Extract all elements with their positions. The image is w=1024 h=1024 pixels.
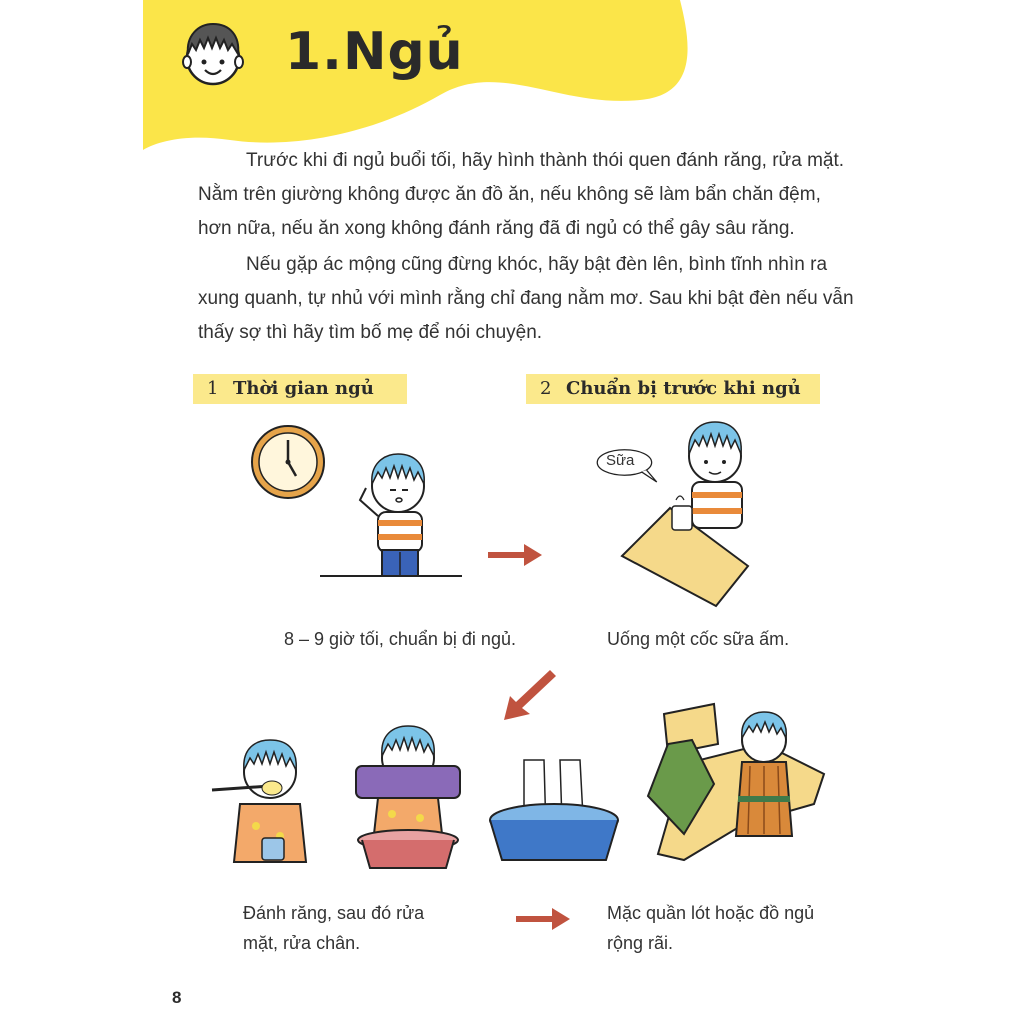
paragraph-2: Nếu gặp ác mộng cũng đừng khóc, hãy bật đèn lên, bình tĩnh nhìn ra xung quanh, tự nhủ với mình rằng chỉ đang nằm mơ. Sau khi bật đèn nếu vẫn thấy sợ thì hãy tìm bố mẹ để nói chuyện. — [198, 254, 854, 343]
header-banner — [0, 0, 1024, 160]
brushing-teeth-illustration — [210, 736, 340, 866]
paragraph-1: Trước khi đi ngủ buổi tối, hãy hình thành thói quen đánh răng, rửa mặt. Nằm trên giường không được ăn đồ ăn, nếu không sẽ làm bẩn chăn đệm, hơn nữa, nếu ăn xong không đánh răng đã đi ngủ có thể gây sâu răng. — [198, 150, 845, 239]
washing-face-illustration — [348, 722, 468, 872]
speech-bubble-text: Sữa — [606, 452, 635, 469]
title-number: 1. — [285, 22, 343, 82]
section-number: 1 — [207, 378, 219, 399]
section-number: 2 — [540, 378, 552, 399]
section-header-1 — [193, 374, 407, 404]
page-number: 8 — [172, 988, 182, 1007]
arrow-right-icon — [486, 540, 546, 570]
arrow-down-left-icon — [498, 664, 558, 724]
caption-clothes: Mặc quần lót hoặc đồ ngủ rộng rãi. — [607, 903, 815, 953]
title-text: Ngủ — [342, 22, 464, 82]
milk-boy-illustration — [620, 416, 800, 606]
pajamas-boy-illustration — [644, 704, 834, 864]
caption-wash: Đánh răng, sau đó rửa mặt, rửa chân. — [243, 903, 425, 953]
arrow-right-icon — [514, 904, 574, 934]
caption-milk: Uống một cốc sữa ấm. — [607, 629, 790, 649]
boy-face-icon — [178, 18, 248, 88]
section-label: Thời gian ngủ — [233, 378, 374, 399]
yawning-boy-illustration — [320, 450, 480, 600]
section-label: Chuẩn bị trước khi ngủ — [566, 378, 801, 399]
page-title — [285, 22, 464, 82]
caption-bedtime: 8 – 9 giờ tối, chuẩn bị đi ngủ. — [284, 629, 516, 649]
section-header-2 — [526, 374, 820, 404]
washing-feet-illustration — [484, 760, 624, 870]
clock-icon — [248, 422, 328, 502]
